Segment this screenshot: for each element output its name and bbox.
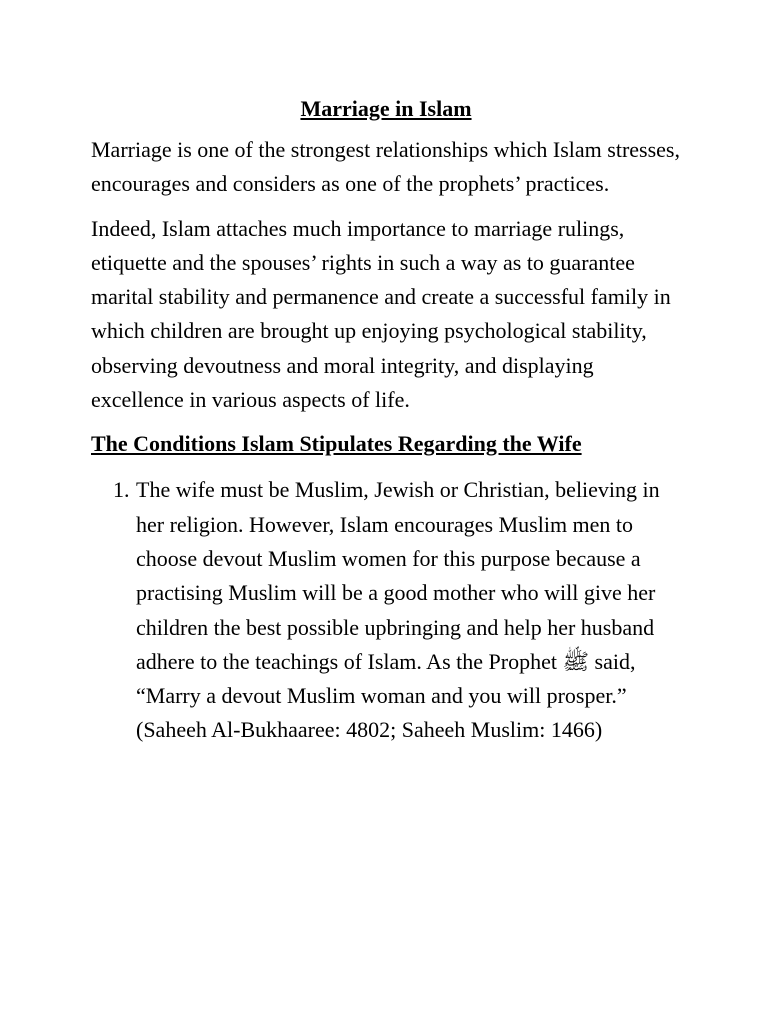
document-title: Marriage in Islam xyxy=(300,96,472,121)
list-item-number: 1. xyxy=(113,477,130,503)
list-item xyxy=(91,473,681,747)
conditions-list xyxy=(91,473,681,747)
section-heading: The Conditions Islam Stipulates Regarding the Wife xyxy=(91,431,582,457)
document-page xyxy=(91,93,681,748)
intro-paragraph: Marriage is one of the strongest relationships which Islam stresses, encourages and considers as one of the prophets’ practices. xyxy=(91,137,680,197)
body-paragraph: Indeed, Islam attaches much importance to marriage rulings, etiquette and the spouses’ rights in such a way as to guarantee marital stability and permanence and create a successful family in which children are brought up enjoying psychological stability, observing devoutness and moral integrity, and displaying excellence in various aspects of life. xyxy=(91,215,671,413)
list-item-text: The wife must be Muslim, Jewish or Christian, believing in her religion. However, Islam encourages Muslim men to choose devout Muslim women for this purpose because a practising Muslim will be a good mother who will give her children the best possible upbringing and help her husband adhere to the teachings of Islam. As the Prophet ﷺ said, “Marry a devout Muslim woman and you will prosper.” (Saheeh Al-Bukhaaree: 4802; Saheeh Muslim: 1466) xyxy=(136,477,660,743)
